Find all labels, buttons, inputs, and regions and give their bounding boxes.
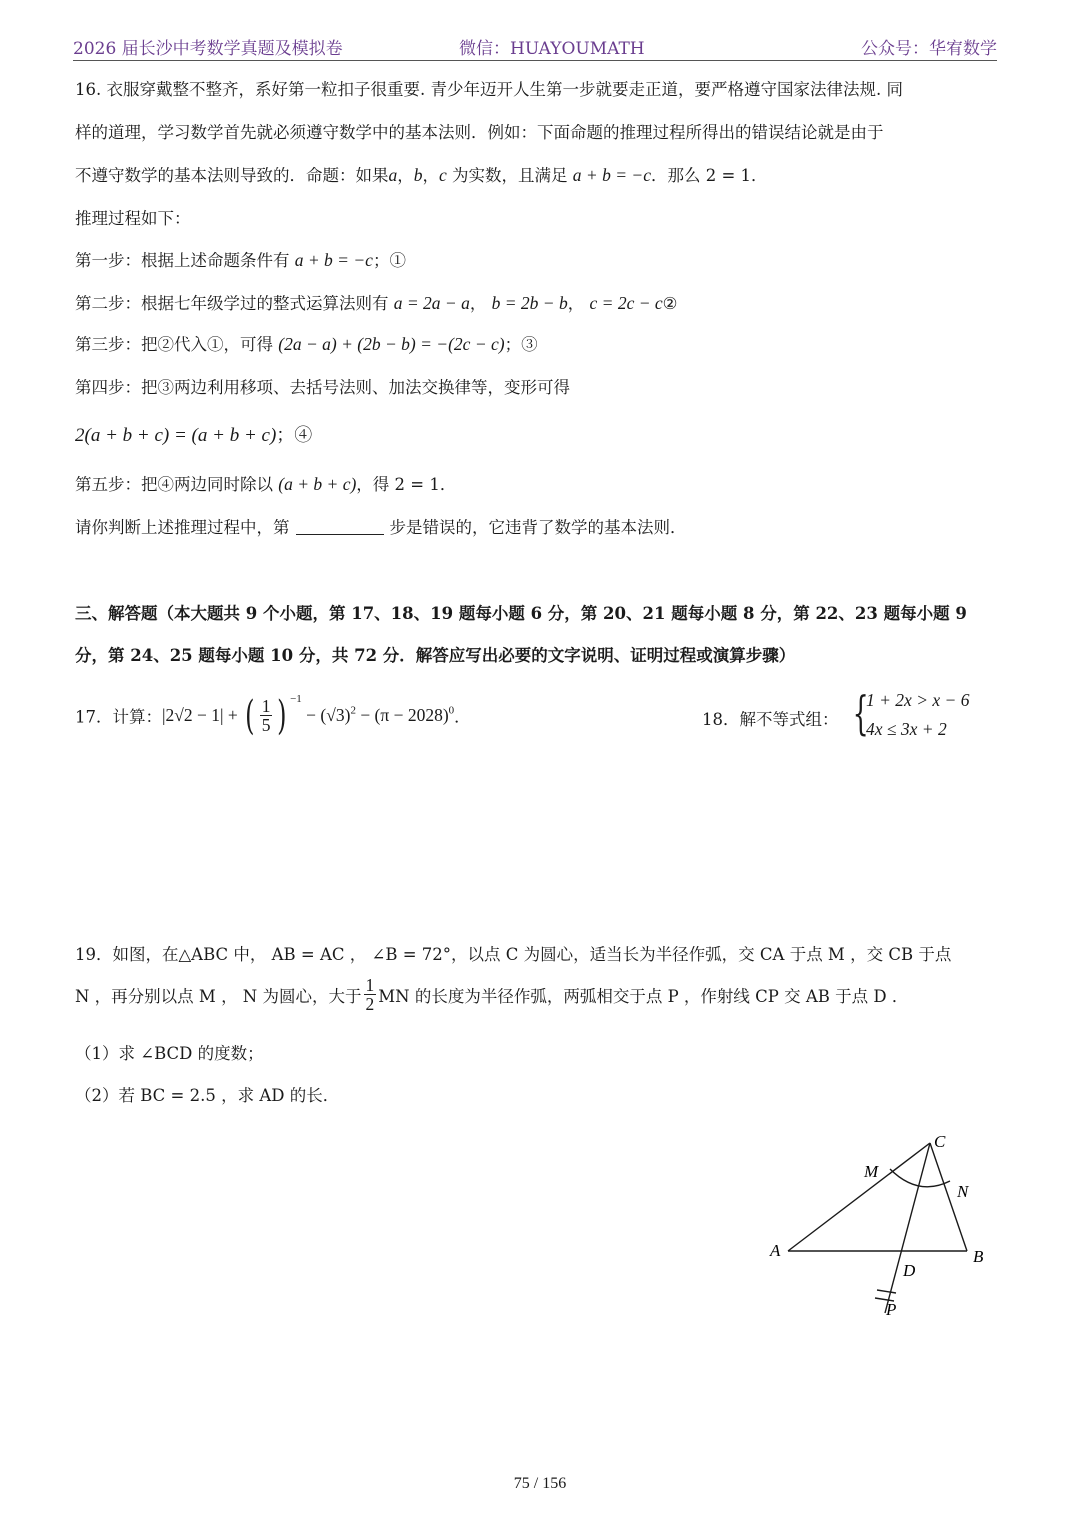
triangle-figure xyxy=(760,1125,1000,1325)
q18-brace: { xyxy=(852,686,869,740)
arc-mn xyxy=(890,1169,950,1187)
answer-blank xyxy=(296,520,384,535)
header-wechat: 微信：HUAYOUMATH xyxy=(459,39,645,59)
ray-cp xyxy=(885,1143,930,1313)
section3-line1: 三、解答题（本大题共 9 个小题，第 17、18、19 题每小题 6 分，第 20、21 题每小题 8 分，第 22、23 题每小题 9 xyxy=(75,604,967,623)
q18-label: 18．解不等式组： xyxy=(702,710,839,729)
step-4: 第四步：把③两边利用移项、去括号法则、加法交换律等，变形可得 xyxy=(75,378,570,397)
q16-line3: 不遵守数学的基本法则导致的．命题：如果a，b，c 为实数，且满足 a + b = −c．那么 2 = 1． xyxy=(75,165,768,185)
q19-sub2: （2）若 BC = 2.5 ，求 AD 的长． xyxy=(75,1086,340,1105)
section3-line2: 分，第 24、25 题每小题 10 分，共 72 分．解答应写出必要的文字说明、证明过程或演算步骤） xyxy=(75,646,796,665)
arc-p-1 xyxy=(877,1290,896,1293)
page-header xyxy=(73,32,997,61)
step-4-equation: 2(a + b + c) = (a + b + c)；④ xyxy=(75,425,313,446)
step-2: 第二步：根据七年级学过的整式运算法则有 a = 2a − a， b = 2b − b， c = 2c − c② xyxy=(75,293,678,313)
q18-inequality-1: 1 + 2x > x − 6 xyxy=(866,690,970,710)
label-b: B xyxy=(973,1247,984,1266)
step-1: 第一步：根据上述命题条件有 a + b = −c；① xyxy=(75,250,406,270)
q19-fraction: $\frac{1}{2}$ xyxy=(365,975,375,1015)
q19-sub1: （1）求 ∠BCD 的度数； xyxy=(75,1044,264,1063)
q17-fraction: $\frac{1}{5}$ xyxy=(261,695,271,735)
side-ac xyxy=(788,1143,930,1251)
label-c: C xyxy=(934,1132,946,1151)
step-5: 第五步：把④两边同时除以 (a + b + c)，得 2 = 1． xyxy=(75,474,457,494)
header-account: 公众号：华宥数学 xyxy=(861,39,997,59)
label-d: D xyxy=(903,1261,916,1280)
q16-line1: 16. 衣服穿戴整不整齐，系好第一粒扣子很重要. 青少年迈开人生第一步就要走正道，要严格遵守国家法律法规. 同 xyxy=(75,80,903,99)
q19-line2: N ，再分别以点 M ， N 为圆心，大于 $\frac{1}{2}$ MN 的长度为半径作弧，两弧相交于点 P ，作射线 CP 交 AB 于点 D ． xyxy=(75,975,909,1015)
header-title: 2026 届长沙中考数学真题及模拟卷 xyxy=(73,39,343,59)
q16-question: 请你判断上述推理过程中，第 步是错误的，它违背了数学的基本法则． xyxy=(75,518,687,537)
q17: 17．计算：|2√2 − 1| + ( $\frac{1}{5}$ ) $^{-1} - (√3)^2 - (\pi - 2028)^0$． xyxy=(75,692,471,739)
step-3: 第三步：把②代入①，可得 (2a − a) + (2b − b) = −(2c − c)；③ xyxy=(75,334,538,354)
page-number: 75 / 156 xyxy=(513,1475,567,1492)
label-m: M xyxy=(864,1162,879,1181)
label-a: A xyxy=(770,1241,781,1260)
q19-line1: 19．如图，在△ABC 中， AB = AC ， ∠B = 72°，以点 C 为圆心，适当长为半径作弧，交 CA 于点 M ，交 CB 于点 xyxy=(75,945,952,964)
label-p: P xyxy=(886,1300,897,1319)
process-intro: 推理过程如下： xyxy=(75,209,191,228)
q16-line2: 样的道理，学习数学首先就必须遵守数学中的基本法则．例如：下面命题的推理过程所得出的错误结论就是由于 xyxy=(75,123,884,142)
q18-inequality-2: 4x ≤ 3x + 2 xyxy=(866,719,947,739)
label-n: N xyxy=(957,1182,969,1201)
